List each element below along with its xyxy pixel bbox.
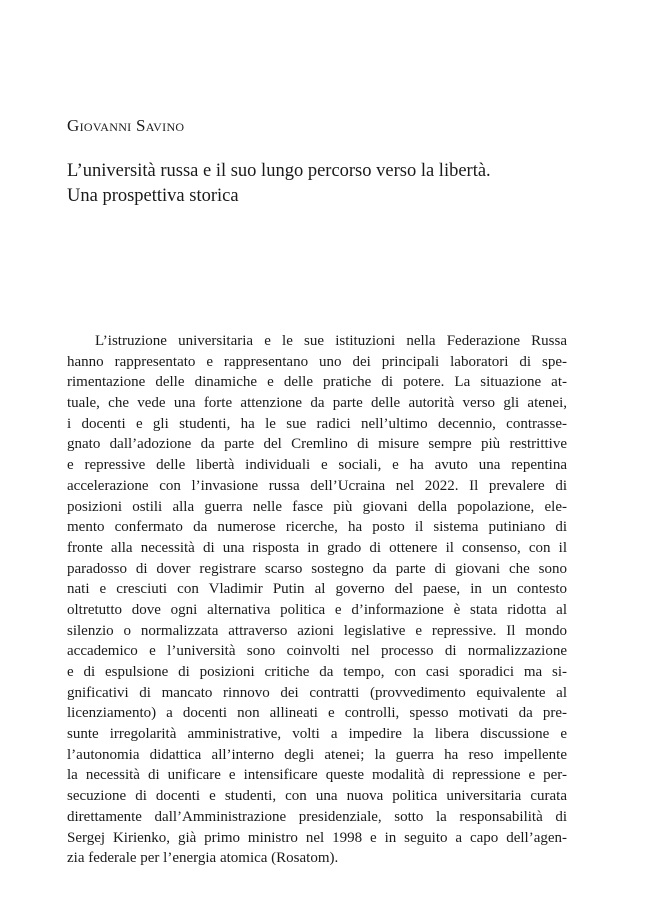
paragraph-line: direttamente dall’Amministrazione presidenziale, sotto la responsabilità di <box>67 808 567 825</box>
paragraph-line: rimentazione delle dinamiche e delle pratiche di potere. La situazione at- <box>67 374 567 391</box>
title-line: Una prospettiva storica <box>67 186 239 206</box>
paragraph-line: accelerazione con l’invasione russa dell’Ucraina nel 2022. Il prevalere di <box>67 477 567 494</box>
paragraph-line: posizioni ostili alla guerra nelle fasce più giovani della popolazione, ele- <box>67 498 567 515</box>
paragraph-line: sunte irregolarità amministrative, volti a impedire la libera discussione e <box>67 726 567 743</box>
paragraph-line: hanno rappresentato e rappresentano uno dei principali laboratori di spe- <box>67 353 567 370</box>
paragraph-line: paradosso di dover registrare scarso sostegno da parte di giovani che sono <box>67 560 567 577</box>
paragraph-line: mento confermato da numerose ricerche, ha posto il sistema putiniano di <box>67 519 567 536</box>
paragraph-line: nati e cresciuti con Vladimir Putin al governo del paese, in un contesto <box>67 581 567 598</box>
paragraph-line: la necessità di unificare e intensificare queste modalità di repressione e per- <box>67 767 567 784</box>
paragraph-line: tuale, che vede una forte attenzione da parte delle autorità verso gli atenei, <box>67 395 567 412</box>
paragraph-line: silenzio o normalizzata attraverso azioni legislative e repressive. Il mondo <box>67 622 567 639</box>
paragraph-line: licenziamento) a docenti non allineati e controlli, spesso motivati da pre- <box>67 705 567 722</box>
paragraph-line: Sergej Kirienko, già primo ministro nel 1998 e in seguito a capo dell’agen- <box>67 829 567 846</box>
author-name: Giovanni Savino <box>67 116 185 135</box>
paragraph-line: accademico e l’università sono coinvolti nel processo di normalizzazione <box>67 643 567 660</box>
paragraph-line: l’autonomia didattica all’interno degli atenei; la guerra ha reso impellente <box>67 746 567 763</box>
paragraph-line: gnato dall’adozione da parte del Cremlino di misure sempre più restrittive <box>67 436 567 453</box>
paragraph-line: L’istruzione universitaria e le sue istituzioni nella Federazione Russa <box>95 333 567 349</box>
paragraph-line: oltretutto dove ogni alternativa politica e d’informazione è stata ridotta al <box>67 601 567 618</box>
paragraph-line: secuzione di docenti e studenti, con una nuova politica universitaria curata <box>67 788 567 805</box>
title-line: L’università russa e il suo lungo percorso verso la libertà. <box>67 161 491 181</box>
paragraph-line: e repressive delle libertà individuali e sociali, e ha avuto una repentina <box>67 457 567 474</box>
paragraph-line: zia federale per l’energia atomica (Rosatom). <box>67 850 339 867</box>
paragraph-line: i docenti e gli studenti, ha le sue radici nell’ultimo decennio, contrasse- <box>67 415 567 432</box>
paragraph-line: gnificativi di mancato rinnovo dei contratti (provvedimento equivalente al <box>67 684 567 701</box>
paragraph-line: e di espulsione di posizioni critiche da tempo, con casi sporadici ma si- <box>67 664 567 680</box>
body-paragraph <box>67 331 567 869</box>
paragraph-line: fronte alla necessità di una risposta in grado di ottenere il consenso, con il <box>67 539 567 556</box>
article-title <box>67 159 597 209</box>
